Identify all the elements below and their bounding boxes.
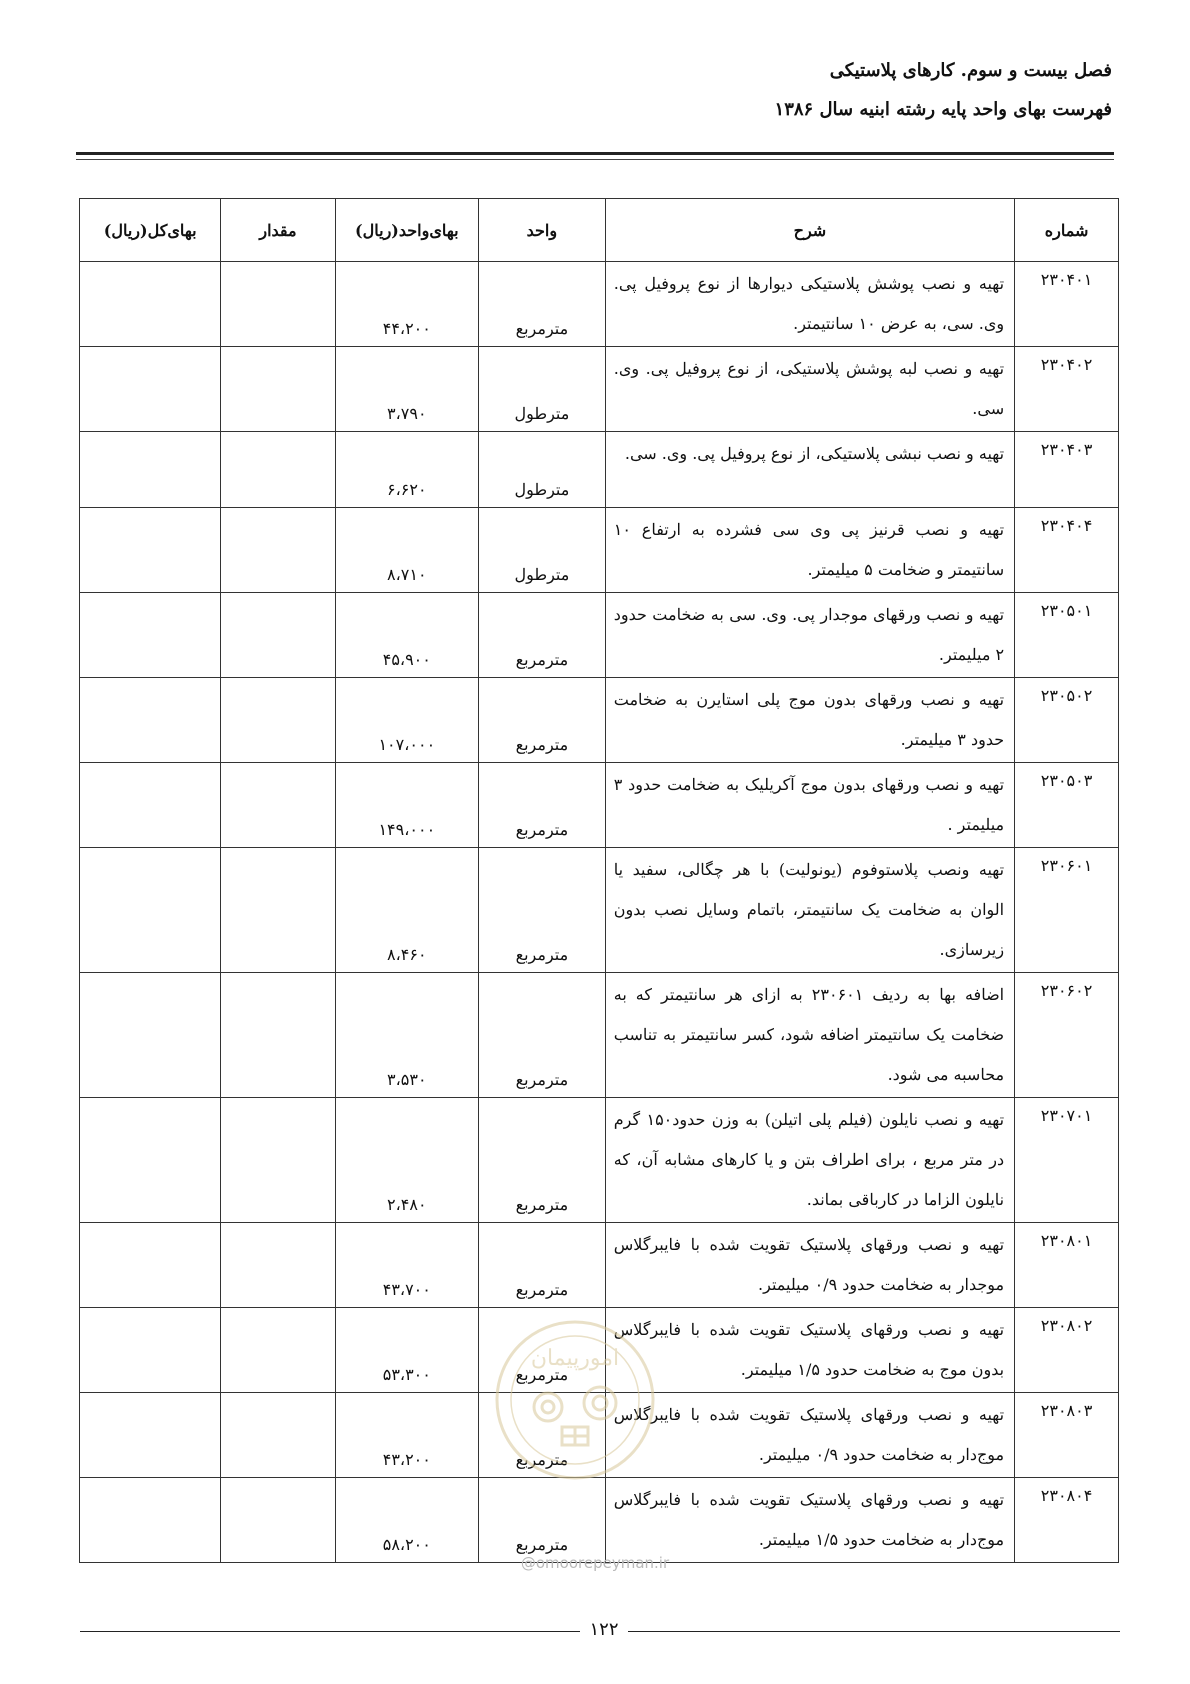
row-unit-price: ۴۳،۷۰۰ xyxy=(335,1223,478,1308)
row-unit-price: ۲،۴۸۰ xyxy=(335,1098,478,1223)
table-row xyxy=(80,1223,1119,1308)
row-description: تهیه و نصب ورقهای پلاستیک تقویت شده با فایبرگلاس موجدار به ضخامت حدود ۰/۹ میلیمتر. xyxy=(605,1223,1014,1308)
row-total xyxy=(80,1478,221,1563)
row-code: ۲۳۰۸۰۴ xyxy=(1015,1478,1119,1563)
row-unit-price: ۴۵،۹۰۰ xyxy=(335,593,478,678)
page-header xyxy=(78,60,1112,120)
row-quantity xyxy=(221,973,335,1098)
row-description: تهیه ونصب پلاستوفوم (یونولیت) با هر چگالی، سفید یا الوان به ضخامت یک سانتیمتر، باتمام وسایل نصب بدون زیرسازی. xyxy=(605,848,1014,973)
row-quantity xyxy=(221,508,335,593)
row-description: تهیه و نصب ورقهای پلاستیک تقویت شده با فایبرگلاس موج‌دار به ضخامت حدود ۰/۹ میلیمتر. xyxy=(605,1393,1014,1478)
row-quantity xyxy=(221,763,335,848)
row-total xyxy=(80,508,221,593)
col-header-code: شماره xyxy=(1015,199,1119,262)
table-row xyxy=(80,763,1119,848)
row-unit: مترمربع xyxy=(479,1098,606,1223)
table-row xyxy=(80,1098,1119,1223)
table-row xyxy=(80,1308,1119,1393)
chapter-title: فصل بیست و سوم. کارهای پلاستیکی xyxy=(829,60,1112,81)
row-unit-price: ۵۳،۳۰۰ xyxy=(335,1308,478,1393)
col-header-qty: مقدار xyxy=(221,199,335,262)
row-total xyxy=(80,973,221,1098)
row-quantity xyxy=(221,678,335,763)
row-quantity xyxy=(221,1478,335,1563)
row-code: ۲۳۰۸۰۲ xyxy=(1015,1308,1119,1393)
row-unit: مترطول xyxy=(479,347,606,432)
footer-rule-right xyxy=(628,1631,1120,1632)
row-code: ۲۳۰۷۰۱ xyxy=(1015,1098,1119,1223)
row-unit: مترمربع xyxy=(479,1223,606,1308)
row-quantity xyxy=(221,1308,335,1393)
row-code: ۲۳۰۴۰۳ xyxy=(1015,432,1119,508)
header-rule-thick xyxy=(76,152,1114,155)
row-code: ۲۳۰۸۰۳ xyxy=(1015,1393,1119,1478)
row-description: تهیه و نصب ورقهای پلاستیک تقویت شده با فایبرگلاس موج‌دار به ضخامت حدود ۱/۵ میلیمتر. xyxy=(605,1478,1014,1563)
row-description: تهیه و نصب ورقهای بدون موج آکریلیک به ضخامت حدود ۳ میلیمتر . xyxy=(605,763,1014,848)
row-quantity xyxy=(221,1393,335,1478)
row-unit-price: ۱۰۷،۰۰۰ xyxy=(335,678,478,763)
row-quantity xyxy=(221,848,335,973)
row-unit: مترمربع xyxy=(479,262,606,347)
table-row xyxy=(80,678,1119,763)
row-total xyxy=(80,593,221,678)
row-total xyxy=(80,678,221,763)
row-total xyxy=(80,1308,221,1393)
row-code: ۲۳۰۸۰۱ xyxy=(1015,1223,1119,1308)
table-row xyxy=(80,262,1119,347)
row-quantity xyxy=(221,262,335,347)
row-code: ۲۳۰۴۰۱ xyxy=(1015,262,1119,347)
row-total xyxy=(80,763,221,848)
footer-rule-left xyxy=(80,1631,580,1632)
col-header-total: بهای‌کل(ریال) xyxy=(80,199,221,262)
row-unit-price: ۱۴۹،۰۰۰ xyxy=(335,763,478,848)
row-code: ۲۳۰۶۰۱ xyxy=(1015,848,1119,973)
row-unit-price: ۴۴،۲۰۰ xyxy=(335,262,478,347)
table-row xyxy=(80,347,1119,432)
row-code: ۲۳۰۵۰۲ xyxy=(1015,678,1119,763)
col-header-unit: واحد xyxy=(479,199,606,262)
row-description: تهیه و نصب ورقهای بدون موج پلی استایرن به ضخامت حدود ۳ میلیمتر. xyxy=(605,678,1014,763)
row-unit: مترمربع xyxy=(479,678,606,763)
row-unit-price: ۴۳،۲۰۰ xyxy=(335,1393,478,1478)
table-row xyxy=(80,973,1119,1098)
row-quantity xyxy=(221,593,335,678)
table-row xyxy=(80,593,1119,678)
table-row xyxy=(80,432,1119,508)
price-table xyxy=(79,198,1119,1563)
row-description: تهیه و نصب نبشی پلاستیکی، از نوع پروفیل پی. وی. سی. xyxy=(605,432,1014,508)
row-description: تهیه و نصب قرنیز پی وی سی فشرده به ارتفاع ۱۰ سانتیمتر و ضخامت ۵ میلیمتر. xyxy=(605,508,1014,593)
seal-text: امورپیمان xyxy=(530,1346,620,1371)
row-unit: مترمربع xyxy=(479,973,606,1098)
row-total xyxy=(80,262,221,347)
row-unit-price: ۵۸،۲۰۰ xyxy=(335,1478,478,1563)
table-row xyxy=(80,1393,1119,1478)
row-unit: مترمربع xyxy=(479,1478,606,1563)
row-unit-price: ۳،۵۳۰ xyxy=(335,973,478,1098)
table-row xyxy=(80,1478,1119,1563)
table-header-row xyxy=(80,199,1119,262)
table-row xyxy=(80,848,1119,973)
row-unit: مترمربع xyxy=(479,848,606,973)
col-header-desc: شرح xyxy=(605,199,1014,262)
page-number: ۱۲۲ xyxy=(589,1619,619,1640)
row-unit-price: ۳،۷۹۰ xyxy=(335,347,478,432)
row-unit-price: ۸،۴۶۰ xyxy=(335,848,478,973)
row-unit: مترمربع xyxy=(479,1393,606,1478)
row-quantity xyxy=(221,1098,335,1223)
row-total xyxy=(80,1393,221,1478)
col-header-unit-price: بهای‌واحد(ریال) xyxy=(335,199,478,262)
row-total xyxy=(80,1098,221,1223)
header-rule-thin xyxy=(76,159,1114,160)
row-unit: مترطول xyxy=(479,432,606,508)
row-code: ۲۳۰۴۰۴ xyxy=(1015,508,1119,593)
row-description: تهیه و نصب لبه پوشش پلاستیکی، از نوع پروفیل پی. وی. سی. xyxy=(605,347,1014,432)
row-total xyxy=(80,848,221,973)
row-quantity xyxy=(221,432,335,508)
watermark-site: @omoorepeyman.ir xyxy=(520,1554,670,1572)
row-total xyxy=(80,1223,221,1308)
row-unit-price: ۸،۷۱۰ xyxy=(335,508,478,593)
list-title: فهرست بهای واحد پایه رشته ابنیه سال ۱۳۸۶ xyxy=(774,99,1112,120)
row-unit: مترمربع xyxy=(479,1308,606,1393)
row-description: تهیه و نصب ورقهای موجدار پی. وی. سی به ضخامت حدود ۲ میلیمتر. xyxy=(605,593,1014,678)
row-quantity xyxy=(221,1223,335,1308)
row-description: اضافه بها به ردیف ۲۳۰۶۰۱ به ازای هر سانتیمتر که به ضخامت یک سانتیمتر اضافه شود، کسر سانتیمتر به تناسب محاسبه می شود. xyxy=(605,973,1014,1098)
row-description: تهیه و نصب پوشش پلاستیکی دیوارها از نوع پروفیل پی. وی. سی، به عرض ۱۰ سانتیمتر. xyxy=(605,262,1014,347)
row-description: تهیه و نصب ورقهای پلاستیک تقویت شده با فایبرگلاس بدون موج به ضخامت حدود ۱/۵ میلیمتر. xyxy=(605,1308,1014,1393)
row-unit-price: ۶،۶۲۰ xyxy=(335,432,478,508)
row-unit: مترمربع xyxy=(479,763,606,848)
row-quantity xyxy=(221,347,335,432)
row-total xyxy=(80,432,221,508)
row-unit: مترمربع xyxy=(479,593,606,678)
row-unit: مترطول xyxy=(479,508,606,593)
row-description: تهیه و نصب نایلون (فیلم پلی اتیلن) به وزن حدود۱۵۰ گرم در متر مربع ، برای اطراف بتن و یا کارهای مشابه آن، که نایلون الزاما در کارباقی بماند. xyxy=(605,1098,1014,1223)
row-code: ۲۳۰۵۰۳ xyxy=(1015,763,1119,848)
row-code: ۲۳۰۵۰۱ xyxy=(1015,593,1119,678)
row-code: ۲۳۰۴۰۲ xyxy=(1015,347,1119,432)
table-row xyxy=(80,508,1119,593)
row-code: ۲۳۰۶۰۲ xyxy=(1015,973,1119,1098)
row-total xyxy=(80,347,221,432)
